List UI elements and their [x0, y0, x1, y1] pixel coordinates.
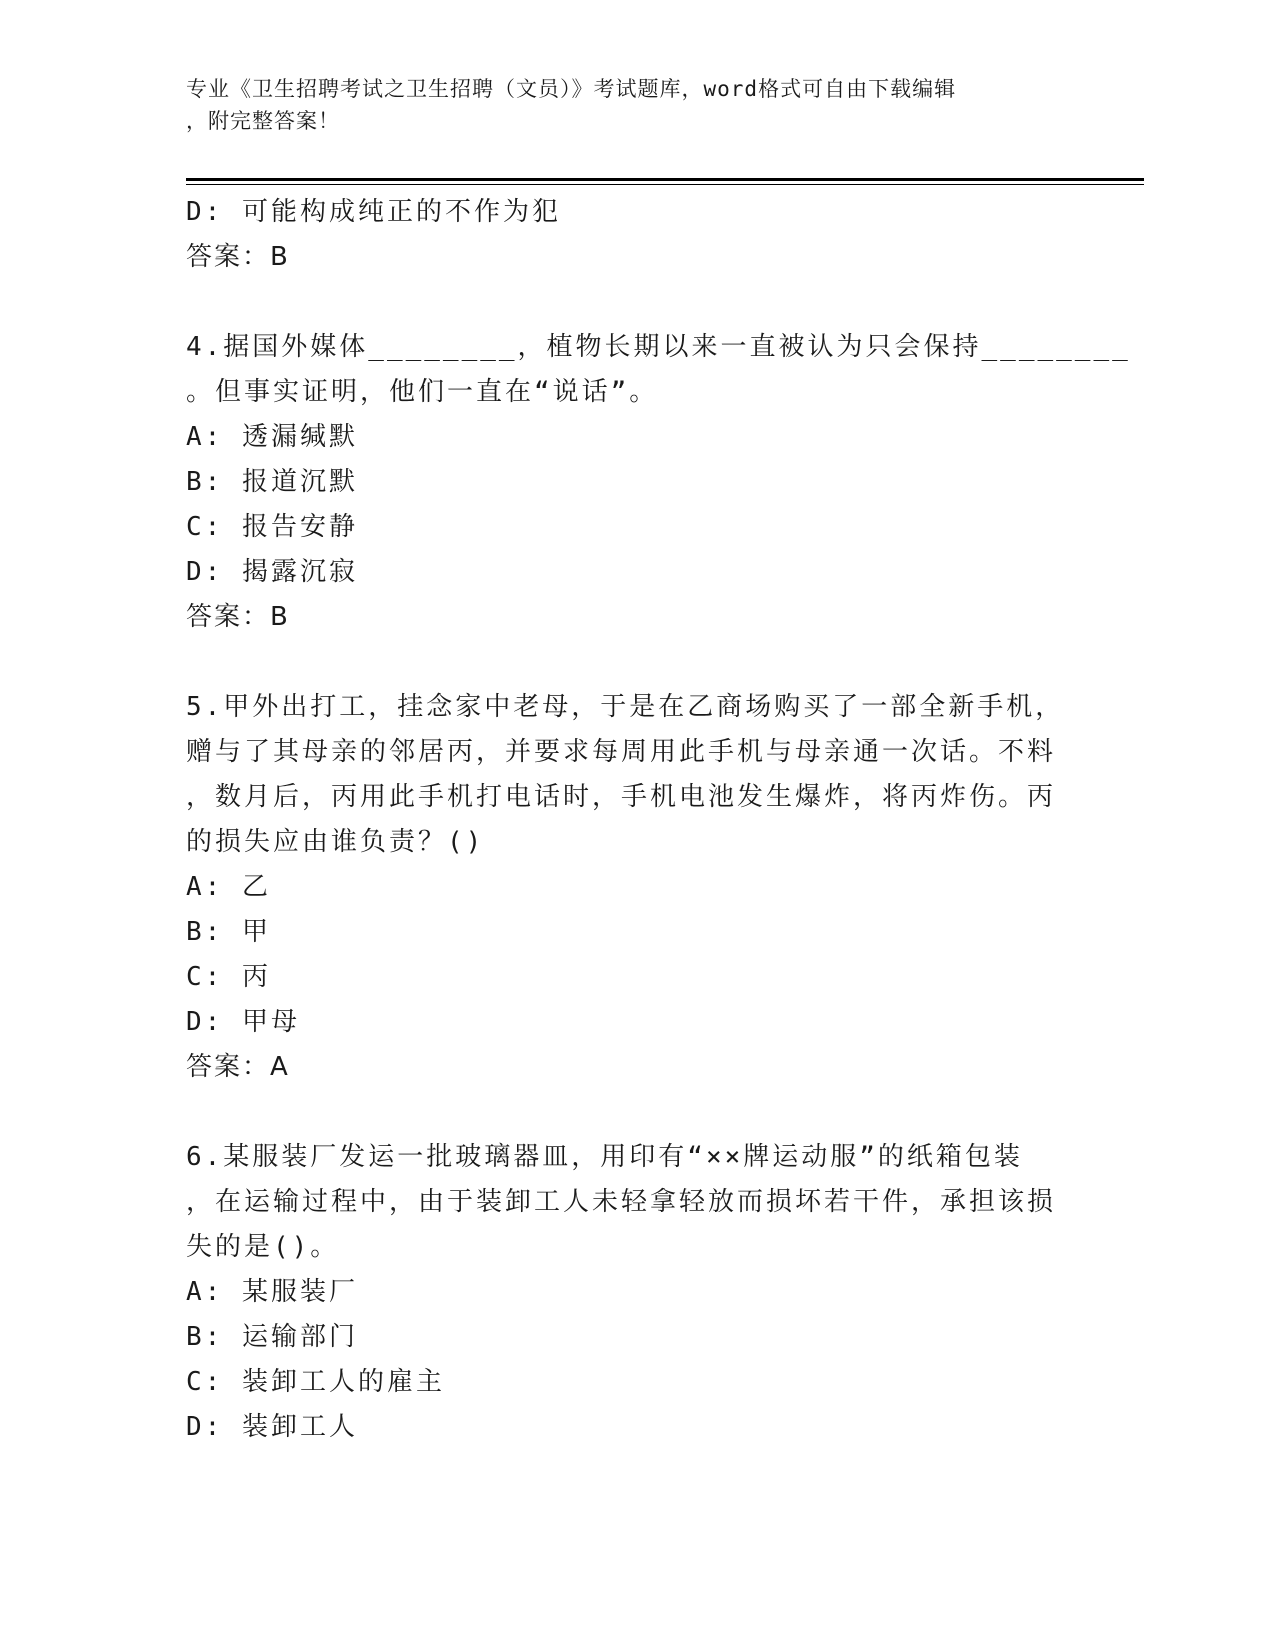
header-line-1: 专业《卫生招聘考试之卫生招聘（文员）》考试题库，word格式可自由下载编辑 [186, 77, 957, 101]
option-b: B: 运输部门 [186, 1322, 358, 1352]
question-text-line: 失的是()。 [186, 1232, 340, 1262]
question-6 [186, 1135, 1086, 1450]
question-text-line: 的损失应由谁负责？() [186, 827, 485, 857]
question-5 [186, 685, 1086, 1090]
option-c: C: 装卸工人的雇主 [186, 1367, 445, 1397]
option-d: D: 装卸工人 [186, 1412, 358, 1442]
document-header [186, 73, 1066, 137]
question-list [186, 190, 1131, 1450]
option-c: C: 报告安静 [186, 512, 358, 542]
header-rule-thin [186, 184, 1144, 185]
option-a: A: 某服装厂 [186, 1277, 358, 1307]
header-rule-thick [186, 178, 1144, 181]
answer-line: 答案：A [186, 1052, 290, 1082]
question-3-tail [186, 190, 1086, 280]
option-b: B: 甲 [186, 917, 271, 947]
option-b: B: 报道沉默 [186, 467, 358, 497]
question-text-line: ，在运输过程中，由于装卸工人未轻拿轻放而损坏若干件，承担该损 [186, 1187, 1057, 1217]
question-text-line: 4.据国外媒体________，植物长期以来一直被认为只会保持________ [186, 332, 1131, 362]
answer-line: 答案：B [186, 242, 290, 272]
option-d: D: 可能构成纯正的不作为犯 [186, 197, 561, 227]
option-d: D: 揭露沉寂 [186, 557, 358, 587]
question-text-line: ，数月后，丙用此手机打电话时，手机电池发生爆炸，将丙炸伤。丙 [186, 782, 1057, 812]
question-text-line: 6.某服装厂发运一批玻璃器皿，用印有“××牌运动服”的纸箱包装 [186, 1142, 1023, 1172]
option-d: D: 甲母 [186, 1007, 300, 1037]
question-text-line: 5.甲外出打工，挂念家中老母，于是在乙商场购买了一部全新手机， [186, 692, 1065, 722]
question-4 [186, 325, 1131, 640]
option-a: A: 乙 [186, 872, 271, 902]
option-c: C: 丙 [186, 962, 271, 992]
question-text-line: 。但事实证明，他们一直在“说话”。 [186, 377, 659, 407]
question-text-line: 赠与了其母亲的邻居丙，并要求每周用此手机与母亲通一次话。不料 [186, 737, 1057, 767]
option-a: A: 透漏缄默 [186, 422, 358, 452]
answer-line: 答案：B [186, 602, 290, 632]
header-line-2: ，附完整答案！ [186, 109, 340, 133]
